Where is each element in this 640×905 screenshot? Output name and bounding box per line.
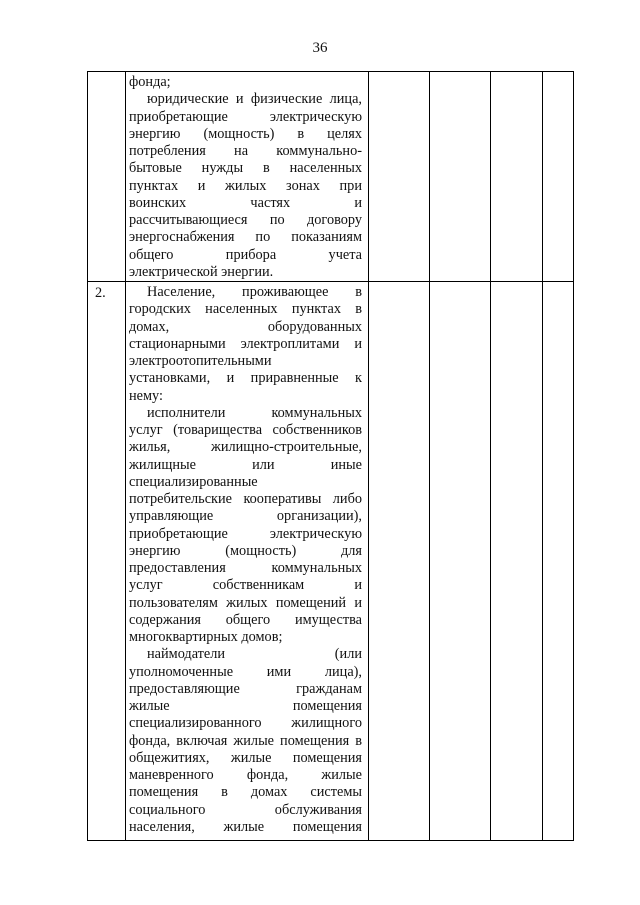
row-2-description <box>129 284 362 836</box>
text-line: приобретающие электрическую <box>129 108 362 125</box>
text-line: бытовые нужды в населенных <box>129 160 362 177</box>
text-line: рассчитывающиеся по договору <box>129 212 362 228</box>
col-border-name <box>368 71 369 841</box>
text-line: Население, проживающее в <box>147 284 362 300</box>
text-line: потребления на коммунально- <box>129 143 362 159</box>
text-line: фонда, включая жилые помещения в <box>129 732 362 749</box>
row-number: 2. <box>95 285 106 301</box>
text-line: управляющие организации), <box>129 508 362 525</box>
text-line: нему: <box>129 387 163 404</box>
text-line: электрической энергии. <box>129 263 274 280</box>
text-line: уполномоченные ими лица), <box>129 663 362 680</box>
text-line: предоставления коммунальных <box>129 560 362 576</box>
text-line: жилья, жилищно-строительные, <box>129 439 362 456</box>
text-line: стационарными электроплитами и <box>129 335 362 352</box>
text-line: населения, жилые помещения <box>129 818 362 835</box>
text-line: юридические и физические лица, <box>147 91 362 108</box>
text-line: наймодатели (или <box>147 646 362 663</box>
text-line: услуг собственникам и <box>129 577 362 594</box>
row-1-description <box>129 74 362 281</box>
text-line: приобретающие электрическую <box>129 525 362 542</box>
text-line: общежитиях, жилые помещения <box>129 749 362 766</box>
col-border-right <box>573 71 574 841</box>
text-line: специализированного жилищного <box>129 715 362 732</box>
col-border-left <box>87 71 88 841</box>
text-line: фонда; <box>129 74 171 90</box>
text-line: многоквартирных домов; <box>129 629 283 645</box>
page-number: 36 <box>312 40 328 56</box>
col-border-5 <box>542 71 543 841</box>
text-line: энергию (мощность) для <box>129 542 362 559</box>
text-line: маневренного фонда, жилые <box>129 767 362 783</box>
text-line: энергоснабжения по показаниям <box>129 229 362 246</box>
text-line: энергию (мощность) в целях <box>129 125 362 142</box>
text-line: общего прибора учета <box>129 246 362 263</box>
text-line: социального обслуживания <box>129 801 362 818</box>
text-line: пунктах и жилых зонах при <box>129 177 362 194</box>
text-line: исполнители коммунальных <box>147 404 362 421</box>
col-border-3 <box>429 71 430 841</box>
text-line: содержания общего имущества <box>129 611 362 628</box>
col-border-4 <box>490 71 491 841</box>
text-line: специализированные <box>129 473 258 490</box>
row-divider <box>87 281 574 282</box>
text-line: установками, и приравненные к <box>129 370 362 387</box>
text-line: помещения в домах системы <box>129 784 362 801</box>
text-line: жилые помещения <box>129 698 362 714</box>
table-top-border <box>87 71 574 72</box>
text-line: городских населенных пунктах в <box>129 301 362 318</box>
text-line: пользователям жилых помещений и <box>129 594 362 611</box>
text-line: электроотопительными <box>129 353 272 369</box>
table-bottom-border <box>87 840 574 841</box>
col-border-number <box>125 71 126 841</box>
text-line: предоставляющие гражданам <box>129 680 362 697</box>
text-line: услуг (товарищества собственников <box>129 422 362 438</box>
text-line: воинских частях и <box>129 194 362 211</box>
text-line: потребительские кооперативы либо <box>129 491 362 507</box>
text-line: домах, оборудованных <box>129 318 362 335</box>
text-line: жилищные или иные <box>129 456 362 473</box>
